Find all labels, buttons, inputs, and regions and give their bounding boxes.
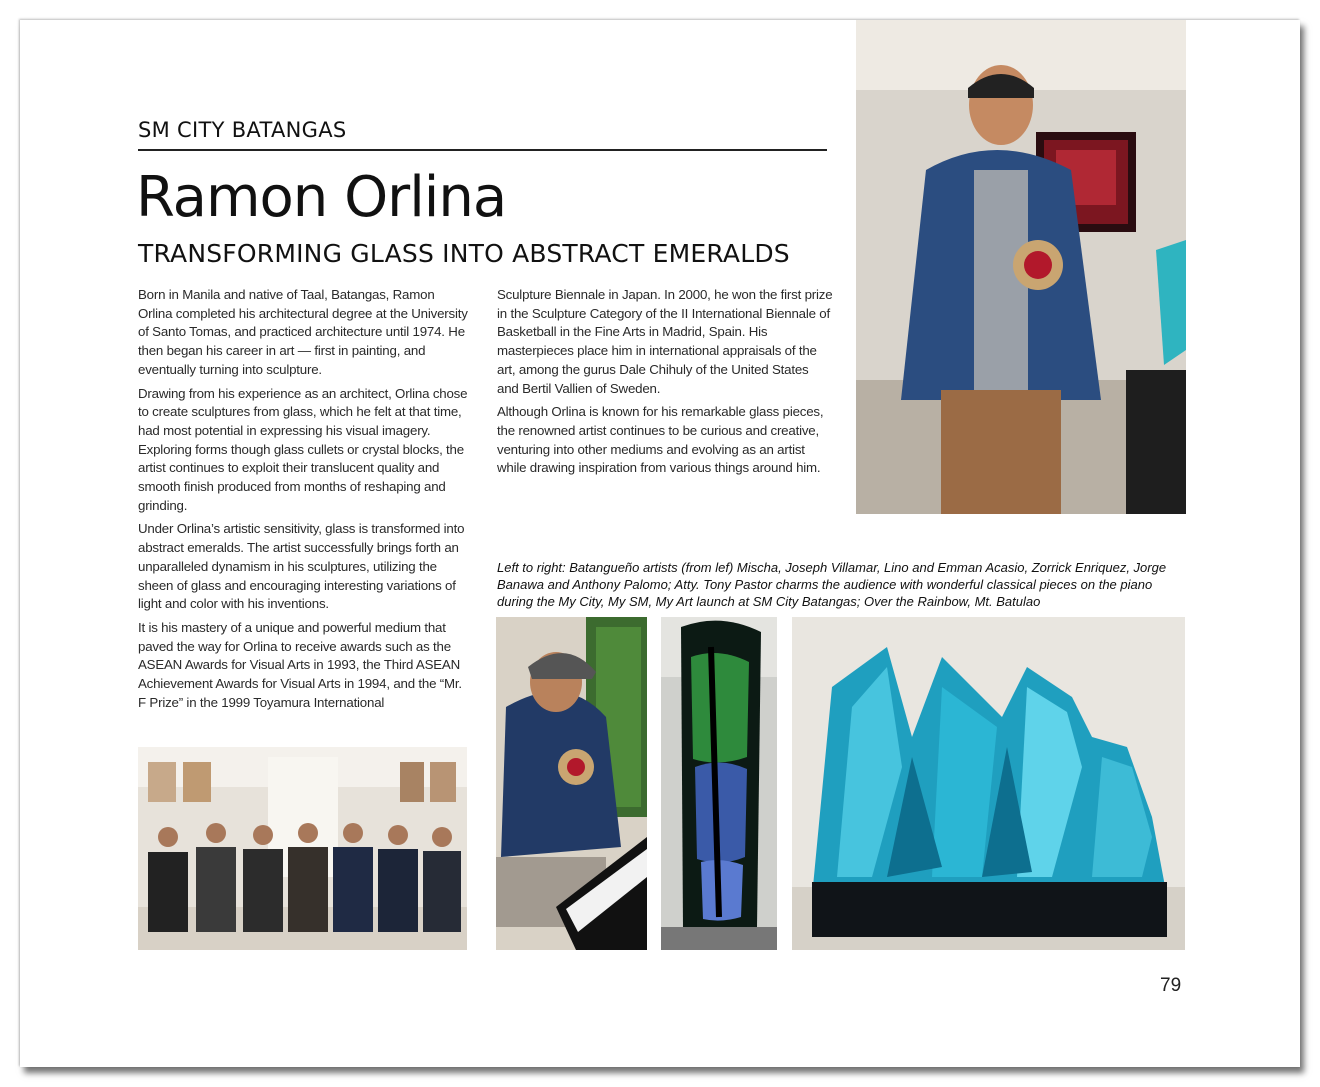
photo-caption: Left to right: Batangueño artists (from lef) Mischa, Joseph Villamar, Lino and Emman Acasio, Zorrick Enriquez, Jorge Banawa and Anthony Palomo; Atty. Tony Pastor charms the audience with wonderful classical pieces on the piano during the My City, My SM, My Art launch at SM City Batangas; Over the Rainbow, Mt. Batulao <box>497 560 1167 609</box>
piano-player-photo <box>496 617 647 950</box>
paragraph: Although Orlina is known for his remarkable glass pieces, the renowned artist continues to be curious and creative, venturing into other mediums and evolving as an artist while drawing inspiration from various things around him. <box>497 404 824 476</box>
turquoise-glass-sculpture-photo <box>792 617 1185 950</box>
paragraph: Drawing from his experience as an architect, Orlina chose to create sculptures from glass, which he felt at that time, had most potential in expressing his visual imagery. Exploring forms though glass cullets or crystal blocks, the artist continues to exploit their translucent quality and smooth finish produced from months of reshaping and grinding. <box>138 385 468 513</box>
paragraph: It is his mastery of a unique and powerful medium that paved the way for Orlina to receive awards such as the ASEAN Awards for Visual Arts in 1993, the Third ASEAN Achievement Awards for Visual Arts in 1994, and the “Mr. F Prize” in the 1999 Toyamura International <box>138 619 462 710</box>
article-title: Ramon Orlina <box>136 165 507 230</box>
paragraph: Under Orlina’s artistic sensitivity, glass is transformed into abstract emeralds. The artist successfully brings forth an unparalleled dynamism in his sculptures, utilizing the sheen of glass and encouraging interesting variations of light and color with his inventions. <box>138 521 465 612</box>
artists-group-photo <box>138 747 467 950</box>
artist-portrait-photo <box>856 20 1186 514</box>
body-column-1 <box>138 286 472 717</box>
magazine-page <box>20 20 1300 1067</box>
article-subtitle: TRANSFORMING GLASS INTO ABSTRACT EMERALDS <box>138 239 790 268</box>
glass-column-sculpture-photo <box>661 617 777 950</box>
body-column-2 <box>497 286 833 483</box>
page-number: 79 <box>1160 975 1182 996</box>
paragraph: Sculpture Biennale in Japan. In 2000, he won the first prize in the Sculpture Category of the II International Biennale of Basketball in the Fine Arts in Madrid, Spain. His masterpieces place him in international appraisals of the art, among the gurus Dale Chihuly of the United States and Bertil Vallien of Sweden. <box>497 287 833 396</box>
section-title: SM CITY BATANGAS <box>138 118 347 142</box>
paragraph: Born in Manila and native of Taal, Batangas, Ramon Orlina completed his architectural degree at the University of Santo Tomas, and practiced architecture until 1974. He then began his career in art — first in painting, and eventually turning into sculpture. <box>138 287 468 377</box>
title-rule <box>138 149 827 151</box>
